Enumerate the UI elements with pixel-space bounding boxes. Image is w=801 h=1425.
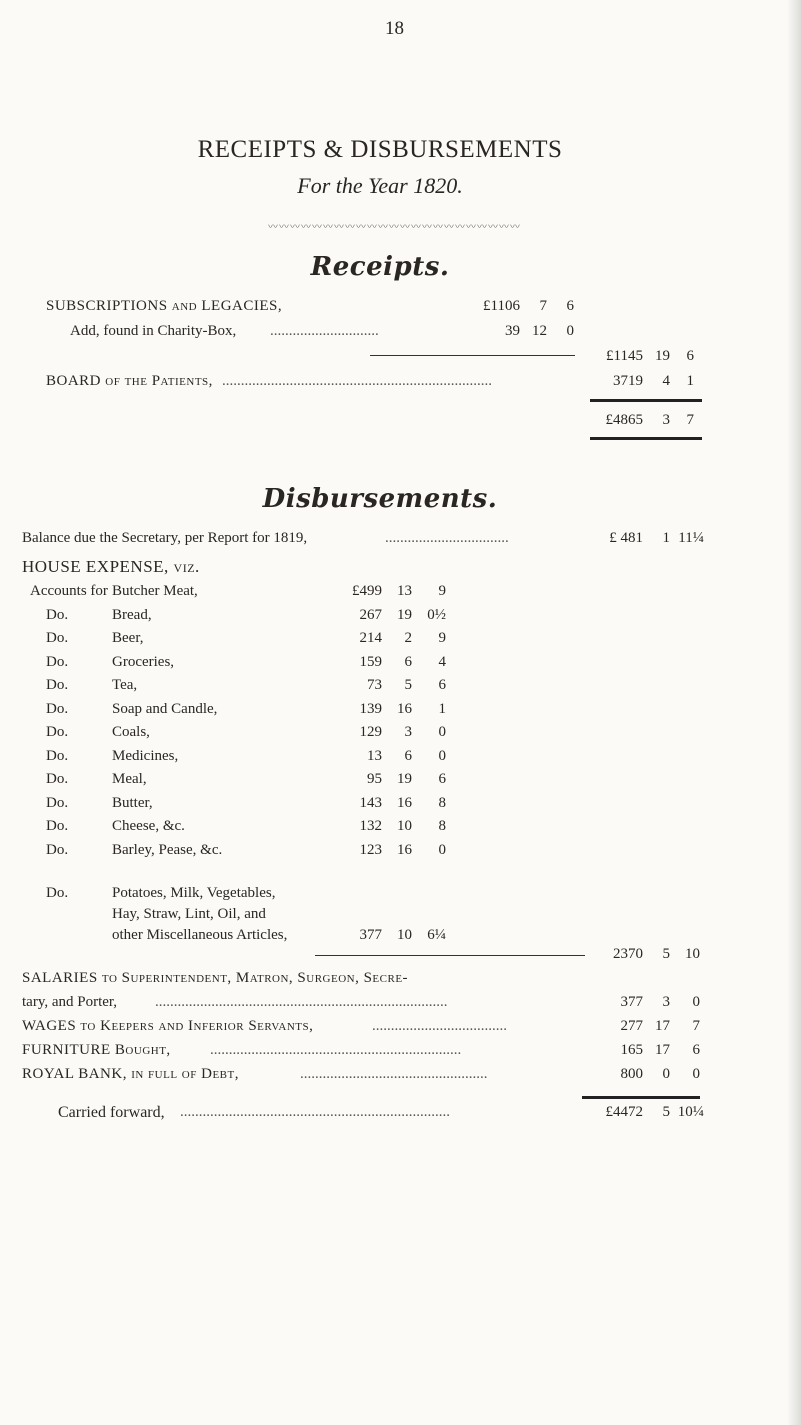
salaries-line: SALARIES to Superintendent, Matron, Surgeon, Secre-	[22, 970, 409, 986]
account-item: Beer,	[112, 630, 144, 646]
carried-forward-pounds: £4472	[605, 1104, 643, 1120]
potatoes-prefix: Do.	[46, 885, 69, 901]
leader-dots: .............................	[270, 323, 379, 339]
balance-shillings: 1	[662, 530, 670, 546]
account-item: Butter,	[112, 795, 153, 811]
account-shillings: 13	[397, 583, 412, 599]
account-prefix: Do.	[46, 654, 69, 670]
account-shillings: 5	[404, 677, 412, 693]
carried-forward-shillings: 5	[662, 1104, 670, 1120]
royal-bank-shillings: 0	[662, 1066, 670, 1082]
page-title: RECEIPTS & DISBURSEMENTS	[197, 136, 563, 163]
account-pounds: 214	[359, 630, 382, 646]
wages-pence: 7	[692, 1018, 700, 1034]
wages-pounds: 277	[620, 1018, 643, 1034]
leader-dots: ..............................................................................	[155, 994, 448, 1010]
subscriptions-label: SUBSCRIPTIONS and LEGACIES,	[46, 298, 283, 314]
page-number: 18	[385, 18, 404, 39]
account-shillings: 10	[397, 818, 412, 834]
account-item: Groceries,	[112, 654, 175, 670]
charity-box-pence: 0	[566, 323, 574, 339]
carried-forward-pence: 10¼	[677, 1104, 704, 1120]
house-total-pounds: 2370	[613, 946, 643, 962]
charity-box-pounds: 39	[505, 323, 520, 339]
furniture-shillings: 17	[655, 1042, 670, 1058]
house-total-pence: 10	[685, 946, 700, 962]
receipts-total-pence: 7	[686, 412, 694, 428]
disbursements-heading: Disbursements.	[262, 484, 498, 514]
account-pounds: 129	[359, 724, 382, 740]
balance-pounds: £ 481	[609, 530, 643, 546]
salaries-pounds: 377	[620, 994, 643, 1010]
potatoes-pounds: 377	[359, 927, 382, 943]
account-pounds: 159	[359, 654, 382, 670]
account-prefix: Do.	[46, 842, 69, 858]
account-pence: 0	[438, 842, 446, 858]
account-pence: 6	[438, 771, 446, 787]
leader-dots: ..................................................	[300, 1066, 488, 1082]
account-pence: 1	[438, 701, 446, 717]
salaries-line: tary, and Porter,	[22, 994, 118, 1010]
account-pence: 4	[438, 654, 446, 670]
furniture-pence: 6	[692, 1042, 700, 1058]
account-prefix: Accounts for	[30, 583, 108, 599]
house-expense-label: HOUSE EXPENSE, viz.	[22, 557, 200, 576]
account-prefix: Do.	[46, 630, 69, 646]
account-item: Barley, Pease, &c.	[112, 842, 223, 858]
account-pence: 8	[438, 795, 446, 811]
account-prefix: Do.	[46, 771, 69, 787]
account-prefix: Do.	[46, 724, 69, 740]
account-pounds: 73	[367, 677, 382, 693]
leader-dots: .................................	[385, 530, 509, 546]
ornamental-rule: 〰〰〰〰〰〰〰〰〰〰〰〰〰〰〰〰〰〰〰〰〰〰〰	[268, 222, 521, 233]
board-pounds: 3719	[613, 373, 643, 389]
subtotal-rule	[315, 955, 585, 956]
account-pounds: 139	[359, 701, 382, 717]
account-pounds: 13	[367, 748, 382, 764]
account-pence: 6	[438, 677, 446, 693]
house-total-shillings: 5	[662, 946, 670, 962]
account-shillings: 16	[397, 842, 412, 858]
leader-dots: ...................................................................	[210, 1042, 462, 1058]
account-prefix: Do.	[46, 607, 69, 623]
subscriptions-pence: 6	[566, 298, 574, 314]
account-shillings: 6	[404, 654, 412, 670]
account-prefix: Do.	[46, 795, 69, 811]
account-shillings: 16	[397, 701, 412, 717]
account-shillings: 19	[397, 607, 412, 623]
receipts-total-pounds: £4865	[605, 412, 643, 428]
account-shillings: 16	[397, 795, 412, 811]
furniture-label: FURNITURE Bought,	[22, 1042, 171, 1058]
account-item: Butcher Meat,	[112, 583, 198, 599]
account-item: Tea,	[112, 677, 138, 693]
account-prefix: Do.	[46, 701, 69, 717]
account-shillings: 3	[404, 724, 412, 740]
balance-pence: 11¼	[678, 530, 704, 546]
account-pounds: 132	[359, 818, 382, 834]
balance-label: Balance due the Secretary, per Report for 1819,	[22, 530, 308, 546]
charity-box-label: Add, found in Charity-Box,	[70, 323, 237, 339]
subscriptions-pounds: £1106	[483, 298, 520, 314]
account-pounds: 267	[359, 607, 382, 623]
account-shillings: 2	[404, 630, 412, 646]
subscriptions-shillings: 7	[539, 298, 547, 314]
account-prefix: Do.	[46, 748, 69, 764]
salaries-pence: 0	[692, 994, 700, 1010]
receipts-total-shillings: 3	[662, 412, 670, 428]
royal-bank-pounds: 800	[620, 1066, 643, 1082]
wages-shillings: 17	[655, 1018, 670, 1034]
account-item: Soap and Candle,	[112, 701, 218, 717]
account-item: Medicines,	[112, 748, 179, 764]
potatoes-line: other Miscellaneous Articles,	[112, 927, 288, 943]
account-shillings: 19	[397, 771, 412, 787]
account-item: Bread,	[112, 607, 152, 623]
total-rule	[582, 1096, 700, 1099]
total-rule	[590, 399, 702, 402]
receipts-heading: Receipts.	[310, 252, 450, 282]
receipts-subtotal-pounds: £1145	[606, 348, 643, 364]
potatoes-pence: 6¼	[427, 927, 446, 943]
carried-forward-label: Carried forward,	[58, 1104, 165, 1121]
account-item: Meal,	[112, 771, 147, 787]
account-pounds: 95	[367, 771, 382, 787]
subtotal-rule	[370, 355, 575, 356]
page-subtitle: For the Year 1820.	[297, 173, 463, 198]
account-pounds: 123	[359, 842, 382, 858]
account-pence: 9	[438, 583, 446, 599]
total-rule	[590, 437, 702, 440]
account-shillings: 6	[404, 748, 412, 764]
account-pence: 0½	[427, 607, 446, 623]
leader-dots: ........................................................................	[180, 1104, 450, 1120]
board-pence: 1	[686, 373, 694, 389]
potatoes-shillings: 10	[397, 927, 412, 943]
receipts-subtotal-pence: 6	[686, 348, 694, 364]
leader-dots: ........................................................................	[222, 373, 492, 389]
account-prefix: Do.	[46, 818, 69, 834]
account-item: Cheese, &c.	[112, 818, 185, 834]
receipts-subtotal-shillings: 19	[655, 348, 670, 364]
account-pence: 8	[438, 818, 446, 834]
potatoes-line: Potatoes, Milk, Vegetables,	[112, 885, 276, 901]
wages-label: WAGES to Keepers and Inferior Servants,	[22, 1018, 314, 1034]
account-pence: 9	[438, 630, 446, 646]
account-pence: 0	[438, 748, 446, 764]
royal-bank-label: ROYAL BANK, in full of Debt,	[22, 1066, 239, 1082]
account-pounds: 143	[359, 795, 382, 811]
salaries-shillings: 3	[662, 994, 670, 1010]
charity-box-shillings: 12	[532, 323, 547, 339]
royal-bank-pence: 0	[692, 1066, 700, 1082]
leader-dots: ....................................	[372, 1018, 507, 1034]
board-shillings: 4	[662, 373, 670, 389]
page-edge-shadow	[787, 0, 801, 1425]
account-prefix: Do.	[46, 677, 69, 693]
account-item: Coals,	[112, 724, 150, 740]
account-pence: 0	[438, 724, 446, 740]
account-pounds: £499	[352, 583, 382, 599]
board-label: BOARD of the Patients,	[46, 373, 213, 389]
furniture-pounds: 165	[620, 1042, 643, 1058]
potatoes-line: Hay, Straw, Lint, Oil, and	[112, 906, 266, 922]
